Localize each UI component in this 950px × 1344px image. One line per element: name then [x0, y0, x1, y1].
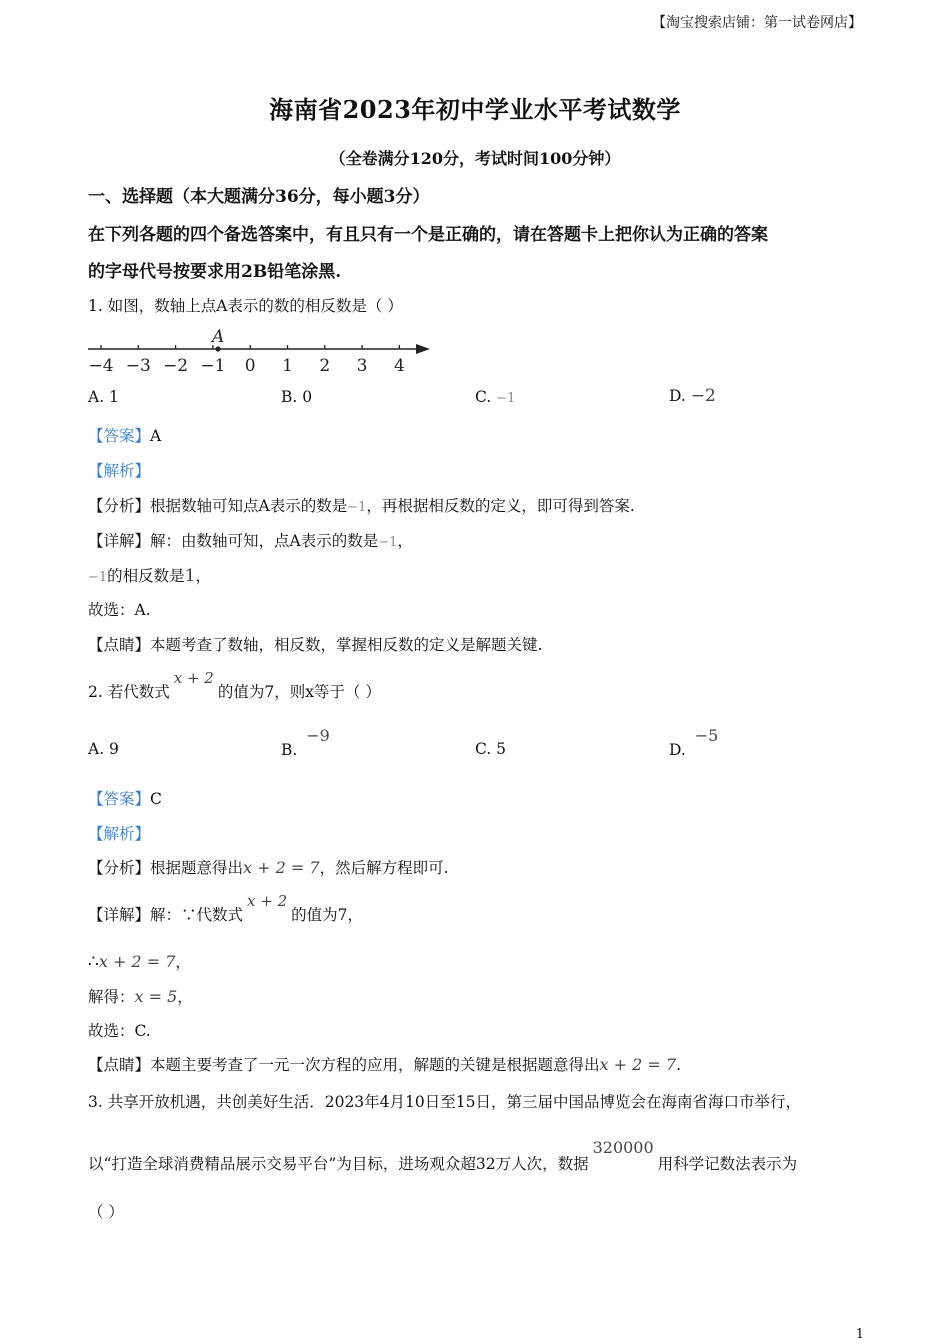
q1-detail-text-a: 解：由数轴可知，点A表示的数是 — [150, 532, 379, 550]
q2-answer-value: C — [150, 790, 162, 808]
q2-fenxi-text-b: ，然后解方程即可. — [319, 859, 449, 877]
therefore-symbol: ∴ — [88, 952, 99, 972]
q2-therefore-equation: x + 2 = 7 — [98, 952, 176, 971]
q1-fenxi-tag: 【分析】 — [88, 497, 151, 515]
q2-answer-tag: 【答案】 — [88, 790, 151, 808]
q2-detail-text-a: 解：∵代数式 — [150, 906, 244, 924]
number-line — [84, 322, 444, 378]
q1-fenxi-value: −1 — [347, 500, 367, 515]
q2-comment-equation: x + 2 = 7 — [599, 1055, 677, 1074]
q2-choose: 故选：C. — [88, 1022, 151, 1040]
q2-solve-text-b: ， — [177, 988, 193, 1006]
q2-fenxi — [88, 856, 449, 878]
number-line-tick-label: 2 — [319, 356, 331, 376]
q2-analysis-tag: 【解析】 — [88, 825, 151, 843]
q2-option-b — [281, 726, 330, 759]
q2-expression: x + 2 — [173, 669, 214, 687]
q1-line2-value: −1 — [88, 570, 108, 585]
q3-line3: （ ） — [88, 1203, 124, 1221]
q2-option-d-label: D. — [669, 741, 686, 759]
q1-answer — [88, 424, 161, 446]
q1-detail-value: −1 — [378, 535, 398, 550]
q1-comment-tag: 【点睛】 — [88, 636, 151, 654]
q3-line1: 3. 共享开放机遇，共创美好生活．2023年4月10日至15日，第三届中国品博览会在海南省海口市举行， — [88, 1093, 801, 1111]
q1-analysis-tag: 【解析】 — [88, 462, 151, 480]
q1-option-c — [475, 388, 515, 406]
q2-comment-text-b: . — [676, 1056, 682, 1074]
q3-number: 320000 — [592, 1138, 654, 1157]
q2-solve — [88, 985, 193, 1007]
q2-solve-text-a: 解得： — [88, 988, 135, 1006]
q1-fenxi-text-b: ，再根据相反数的定义，即可得到答案. — [366, 497, 635, 515]
section-instruction-2: 的字母代号按要求用2B铅笔涂黑. — [88, 262, 342, 282]
q2-detail — [88, 892, 364, 925]
q1-detail-text-b: ， — [397, 532, 413, 550]
section-instruction-1: 在下列各题的四个备选答案中，有且只有一个是正确的，请在答题卡上把你认为正确的答案 — [88, 225, 768, 245]
page-title: 海南省2023年初中学业水平考试数学 — [269, 95, 681, 124]
point-a-label: A — [212, 327, 225, 347]
q1-option-d-label: D. — [669, 387, 686, 405]
q1-stem: 1. 如图，数轴上点A表示的数的相反数是（ ） — [88, 297, 403, 315]
q3-line2-text-a: 以“打造全球消费精品展示交易平台”为目标，进场观众超32万人次，数据 — [88, 1155, 589, 1173]
number-line-tick-label: −3 — [125, 356, 151, 376]
q3-line2 — [88, 1138, 798, 1174]
page-number: 1 — [855, 1327, 864, 1342]
q2-comment-tag: 【点睛】 — [88, 1056, 151, 1074]
q2-detail-text-b: 的值为7， — [291, 906, 364, 924]
q1-comment-text: 本题考查了数轴，相反数，掌握相反数的定义是解题关键. — [150, 636, 543, 654]
q2-solve-equation: x = 5 — [134, 987, 178, 1006]
q1-option-c-value: −1 — [496, 391, 516, 406]
q2-option-d — [669, 726, 719, 759]
number-line-tick-label: −4 — [88, 356, 114, 376]
q2-detail-expression: x + 2 — [247, 892, 288, 910]
q2-stem — [88, 669, 381, 702]
q1-option-d-value: −2 — [690, 386, 716, 406]
q2-option-b-value: −9 — [306, 726, 330, 745]
q1-choose: 故选：A. — [88, 601, 151, 619]
q1-line2-value2: 1 — [184, 566, 196, 586]
number-line-tick-label: −2 — [163, 356, 189, 376]
q2-fenxi-text-a: 根据题意得出 — [150, 859, 244, 877]
q1-detail-line2 — [88, 564, 211, 586]
q2-comment-text-a: 本题主要考查了一元一次方程的应用，解题的关键是根据题意得出 — [150, 1056, 600, 1074]
q2-stem-a: 2. 若代数式 — [88, 683, 170, 701]
q1-option-a: A. 1 — [88, 388, 119, 406]
q1-detail — [88, 529, 413, 551]
q2-fenxi-tag: 【分析】 — [88, 859, 151, 877]
q2-stem-b: 的值为7，则x等于（ ） — [217, 683, 381, 701]
number-line-tick-label: 4 — [393, 356, 405, 376]
q2-therefore — [88, 950, 191, 972]
q2-option-c: C. 5 — [475, 740, 507, 758]
number-line-tick-label: 0 — [244, 356, 256, 376]
shop-header: 【淘宝搜索店铺：第一试卷网店】 — [652, 15, 862, 31]
q1-fenxi-text-a: 根据数轴可知点A表示的数是 — [150, 497, 348, 515]
number-line-tick-label: −1 — [200, 356, 226, 376]
page-subtitle: （全卷满分120分，考试时间100分钟） — [329, 149, 621, 168]
q1-answer-tag: 【答案】 — [88, 427, 151, 445]
q2-fenxi-equation: x + 2 = 7 — [243, 858, 320, 877]
q1-fenxi — [88, 494, 635, 516]
q2-option-b-label: B. — [281, 741, 298, 759]
q1-line2-text-b: ， — [195, 567, 212, 585]
q2-option-a: A. 9 — [88, 740, 119, 758]
q2-therefore-end: ， — [175, 953, 191, 971]
q1-comment — [88, 633, 542, 655]
section-heading: 一、选择题（本大题满分36分，每小题3分） — [88, 187, 430, 207]
q1-option-c-label: C. — [475, 388, 492, 406]
q2-comment — [88, 1053, 681, 1075]
point-a-dot — [215, 346, 220, 351]
q2-answer — [88, 787, 162, 809]
q2-option-d-value: −5 — [694, 726, 719, 745]
q1-option-b: B. 0 — [281, 388, 313, 406]
q3-line2-text-b: 用科学记数法表示为 — [657, 1155, 798, 1173]
number-line-tick-label: 3 — [356, 356, 368, 376]
q1-option-d — [669, 386, 716, 406]
q1-detail-tag: 【详解】 — [88, 532, 151, 550]
number-line-tick-label: 1 — [282, 356, 293, 376]
number-line-arrow — [416, 344, 430, 354]
q1-line2-text-a: 的相反数是 — [107, 567, 185, 585]
q2-detail-tag: 【详解】 — [88, 906, 151, 924]
q1-answer-value: A — [150, 427, 162, 445]
